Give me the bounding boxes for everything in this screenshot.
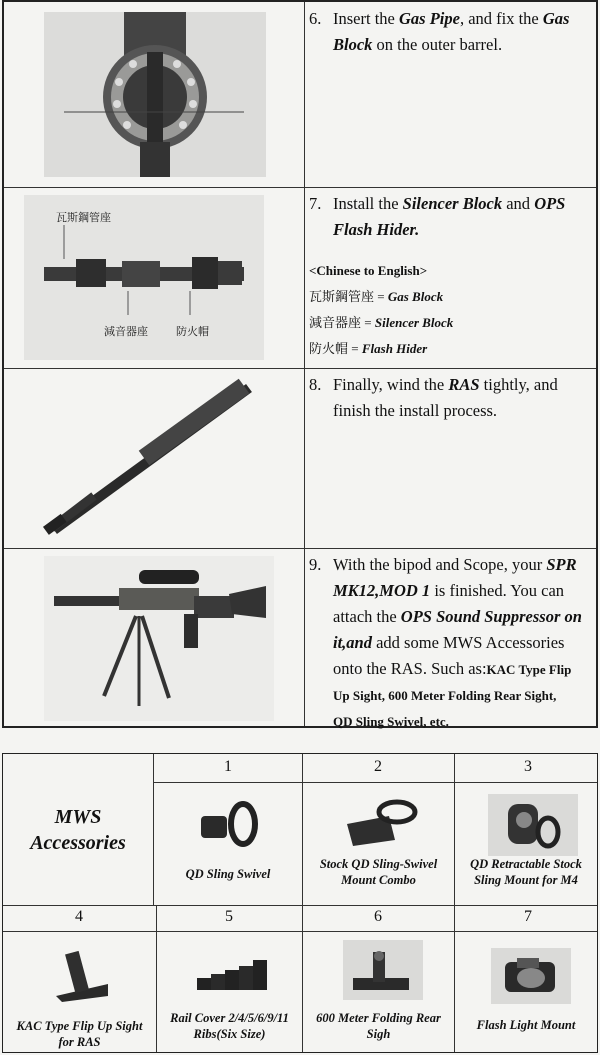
rail-cover-icon: [193, 954, 273, 994]
step-row-9: [4, 548, 596, 729]
title-line: MWS: [54, 806, 102, 828]
text: Up Sight, 600 Meter Folding Rear Sight,: [333, 688, 557, 703]
photo-label-flash-hider: 防火帽: [176, 325, 209, 338]
step-6-image-cell: [4, 2, 305, 187]
label-line: Ribs(Six Size): [193, 1027, 266, 1041]
term-spr: SPR: [546, 555, 577, 574]
step-number: 6.: [309, 9, 322, 28]
text: onto the RAS. Such as:: [333, 659, 487, 678]
accessory-number: 4: [75, 908, 83, 925]
step-6-text: [305, 2, 596, 187]
ras-photo: [34, 378, 274, 538]
accessory-number: 6: [374, 908, 382, 925]
text: With the bipod and Scope, your: [333, 555, 547, 574]
label-line: Flash Light Mount: [476, 1018, 576, 1032]
glossary-zh: 防火帽: [309, 341, 349, 356]
accessory-label: [303, 856, 454, 888]
accessory-label: [155, 866, 301, 882]
label-line: QD Retractable Stock: [470, 857, 582, 871]
glossary-item: 防火帽 = Flash Hider: [309, 341, 428, 356]
text: KAC Type Flip: [486, 662, 572, 677]
glossary-item: 瓦斯鋼管座 = Gas Block: [309, 289, 444, 304]
accessory-number: 2: [374, 758, 382, 775]
sling-swivel-mount-icon: [339, 794, 429, 854]
term-gas-pipe: Gas Pipe: [398, 9, 460, 28]
text: attach the: [333, 607, 401, 626]
accessory-number: 1: [224, 758, 232, 775]
step-number: 8.: [309, 375, 322, 394]
step-9-image-cell: [4, 548, 305, 726]
step-row-8: [4, 368, 596, 549]
glossary-en: Flash Hider: [361, 341, 428, 356]
divider: [3, 905, 597, 906]
photo-label-gas-block: 瓦斯鋼管座: [56, 211, 111, 224]
step-7-text: [305, 187, 596, 368]
text: QD Sling Swivel, etc.: [333, 714, 449, 729]
text: , and fix the: [459, 9, 543, 28]
label-line: KAC Type Flip Up Sight: [16, 1019, 143, 1033]
term-it-and: it,and: [333, 633, 372, 652]
title-line: Accessories: [30, 832, 126, 854]
label-line: QD Sling Swivel: [185, 867, 271, 881]
text: Insert the: [333, 9, 399, 28]
label-line: 600 Meter Folding Rear: [316, 1011, 441, 1025]
label-line: Sling Mount for M4: [474, 873, 578, 887]
silencer-block-photo: [24, 195, 264, 360]
step-8-text: [305, 368, 596, 548]
term-gas: Gas: [542, 9, 570, 28]
accessory-label: [3, 1018, 156, 1050]
term-flash-hider: Flash Hider.: [333, 219, 420, 239]
qd-sling-swivel-icon: [193, 794, 273, 854]
label-line: Rail Cover 2/4/5/6/9/11: [170, 1011, 289, 1025]
text: tightly, and: [479, 375, 558, 394]
divider: [153, 782, 597, 783]
step-9-text: [305, 548, 596, 729]
accessory-number: 3: [524, 758, 532, 775]
step-8-image-cell: [4, 368, 305, 548]
accessory-number: 7: [524, 908, 532, 925]
text: Finally, wind the: [333, 375, 449, 394]
glossary-en: Silencer Block: [374, 315, 454, 330]
label-line: for RAS: [58, 1035, 101, 1049]
gas-pipe-photo: [44, 12, 266, 177]
glossary-zh: 瓦斯鋼管座: [309, 289, 375, 304]
divider: [302, 754, 303, 1052]
term-block: Block: [333, 34, 373, 54]
label-line: Mount Combo: [341, 873, 416, 887]
term-ops-suppressor: OPS Sound Suppressor on: [400, 607, 582, 626]
term-mk12: MK12,MOD 1: [333, 581, 431, 600]
term-ras: RAS: [448, 375, 480, 394]
accessory-label: [455, 1017, 597, 1033]
step-7-image-cell: [4, 187, 305, 368]
accessory-label: [455, 856, 597, 888]
step-row-6: [4, 2, 596, 188]
photo-label-silencer-block: 減音器座: [104, 325, 148, 338]
step-row-7: [4, 187, 596, 369]
text: Install the: [333, 194, 403, 213]
accessory-label: [157, 1010, 302, 1042]
divider: [3, 931, 597, 932]
accessory-label: [303, 1010, 454, 1042]
accessory-number: 5: [225, 908, 233, 925]
text: and: [502, 194, 535, 213]
divider: [153, 754, 154, 905]
accessories-table: [2, 753, 598, 1053]
flash-light-mount-icon: [491, 948, 571, 1004]
glossary-zh: 減音器座: [309, 315, 362, 330]
text: on the outer barrel.: [372, 34, 503, 54]
folding-rear-sight-icon: [343, 940, 423, 1000]
glossary: [309, 258, 590, 362]
spr-rifle-photo: [44, 556, 274, 721]
label-line: Sigh: [366, 1027, 391, 1041]
glossary-en: Gas Block: [387, 289, 444, 304]
divider: [454, 754, 455, 1052]
label-line: Stock QD Sling-Swivel: [319, 857, 438, 871]
step-number: 7.: [309, 194, 322, 213]
step-number: 9.: [309, 555, 322, 574]
text: is finished. You can: [430, 581, 565, 600]
accessories-title: [3, 804, 153, 856]
term-silencer-block: Silencer Block: [402, 194, 503, 213]
steps-table: [2, 0, 598, 728]
term-ops: OPS: [534, 194, 566, 213]
text: finish the install process.: [333, 400, 498, 420]
glossary-header: <Chinese to English>: [309, 263, 428, 278]
text: add some MWS Accessories: [371, 633, 565, 652]
kac-flip-up-sight-icon: [48, 944, 118, 1004]
glossary-item: 減音器座 = Silencer Block: [309, 315, 454, 330]
retractable-stock-mount-icon: [488, 794, 578, 856]
